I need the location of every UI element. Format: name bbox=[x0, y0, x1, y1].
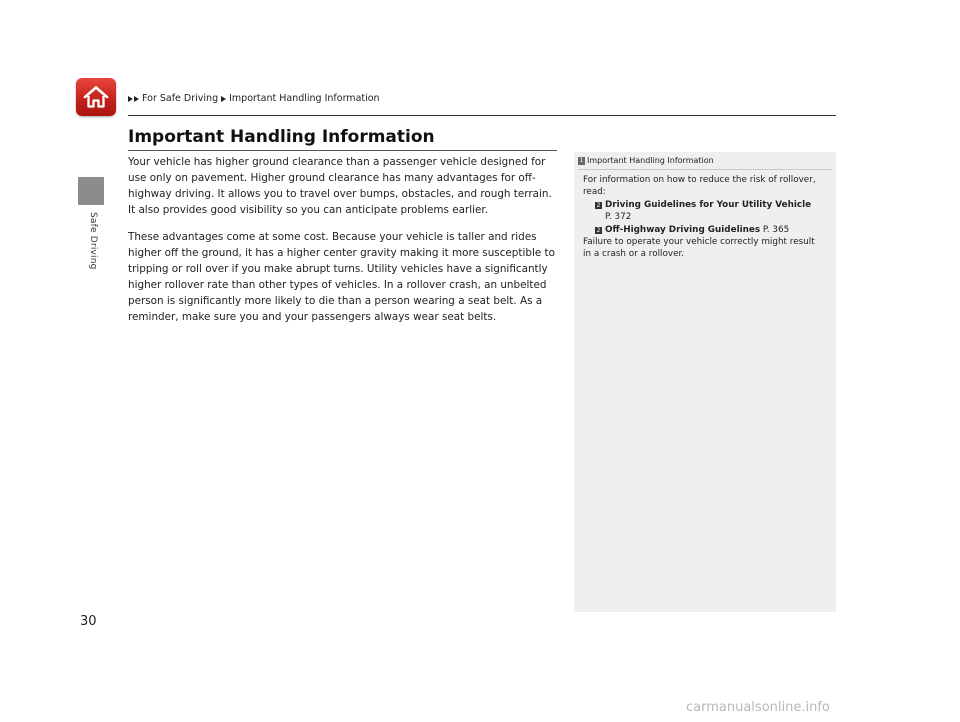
note-badge-icon: 1 bbox=[579, 156, 584, 164]
breadcrumb-arrow-icon bbox=[128, 96, 133, 102]
note-link-driving-guidelines-page[interactable] bbox=[583, 211, 830, 223]
header-divider bbox=[128, 115, 836, 116]
title-divider bbox=[128, 150, 557, 151]
home-icon bbox=[82, 85, 110, 109]
section-tab-marker[interactable] bbox=[78, 177, 104, 205]
body-paragraph: These advantages come at some cost. Because your vehicle is taller and rides higher off the ground, it has a higher center gravity making it more susceptible to tripping or roll over if you make abrupt turns. Utility vehicles have a significantly higher rollover rate than other types of vehicles. In a rollover crash, an unbelted person is significantly more likely to die than a person wearing a seat belt. As a reminder, make sure you and your passengers always wear seat belts. bbox=[128, 231, 555, 323]
section-label: Safe Driving bbox=[88, 212, 98, 270]
breadcrumb-arrow-icon bbox=[221, 96, 226, 102]
note-title: Important Handling Information bbox=[587, 156, 714, 165]
note-text: read: bbox=[583, 187, 606, 198]
note-body bbox=[574, 170, 836, 261]
reference-page: P. 365 bbox=[762, 224, 790, 235]
note-header bbox=[574, 152, 836, 165]
home-button[interactable] bbox=[76, 78, 116, 116]
body-paragraph: Your vehicle has higher ground clearance than a passenger vehicle designed for use only on pavement. Higher ground clearance has many advantages for off-highway driving. It allows you to travel over bumps, obstacles, and rough terrain. It also provides good visibility so you can anticipate problems earlier. bbox=[128, 156, 552, 216]
breadcrumb-item-important-handling[interactable]: Important Handling Information bbox=[229, 93, 380, 104]
reference-title: Off-Highway Driving Guidelines bbox=[605, 224, 761, 235]
watermark: carmanualsonline.info bbox=[686, 700, 830, 715]
breadcrumb bbox=[128, 93, 380, 104]
note-text: Failure to operate your vehicle correctly might result bbox=[583, 237, 815, 248]
breadcrumb-item-for-safe-driving[interactable]: For Safe Driving bbox=[142, 93, 219, 104]
note-text: in a crash or a rollover. bbox=[583, 249, 685, 260]
side-note-panel bbox=[574, 152, 836, 612]
note-link-off-highway-guidelines[interactable] bbox=[583, 224, 830, 236]
reference-page: P. 372 bbox=[605, 212, 632, 223]
main-content bbox=[128, 154, 560, 336]
note-link-driving-guidelines[interactable] bbox=[583, 199, 830, 211]
breadcrumb-arrow-icon bbox=[134, 96, 139, 102]
reference-arrow-icon: 2 bbox=[596, 201, 601, 209]
page-number: 30 bbox=[80, 614, 97, 629]
note-text: For information on how to reduce the risk of rollover, bbox=[583, 175, 816, 185]
reference-arrow-icon: 2 bbox=[596, 226, 601, 234]
page-title: Important Handling Information bbox=[128, 127, 435, 147]
reference-title: Driving Guidelines for Your Utility Vehicle bbox=[605, 199, 812, 210]
